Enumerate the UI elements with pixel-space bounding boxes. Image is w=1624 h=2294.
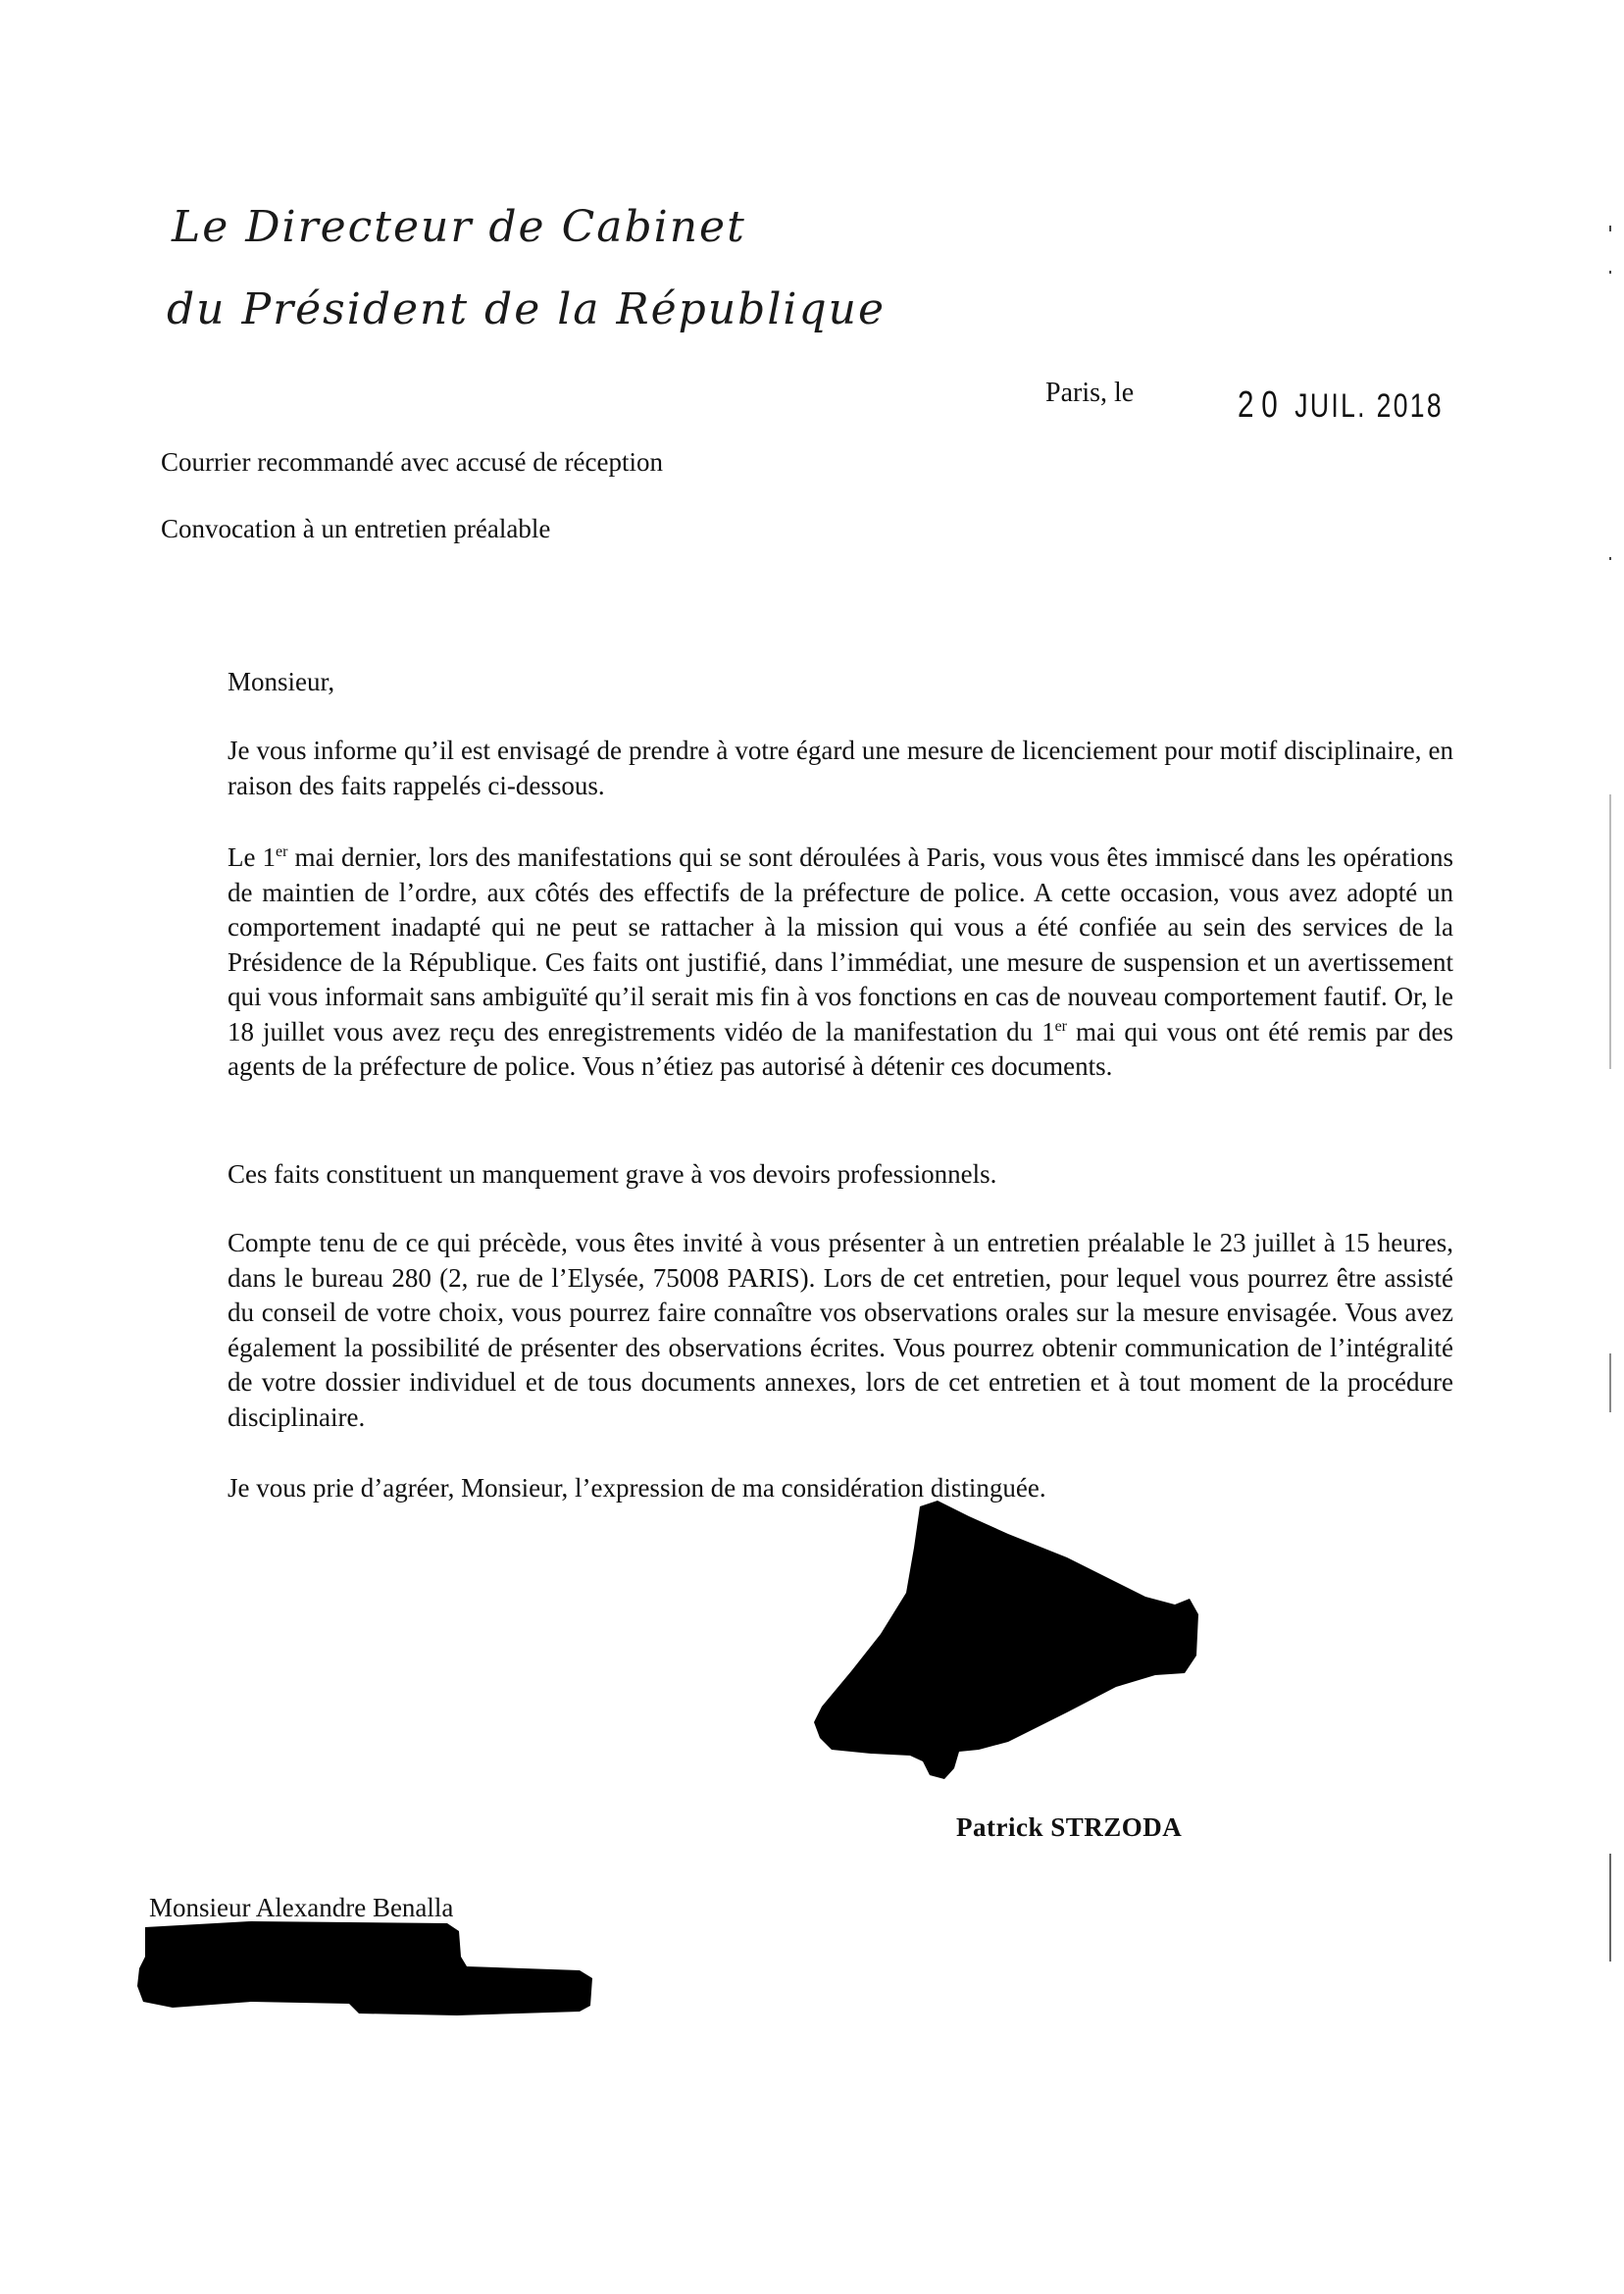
letterhead-line-2: du Président de la République — [167, 284, 887, 334]
paragraph-2 — [228, 841, 1453, 1085]
signer-name: Patrick STRZODA — [956, 1812, 1183, 1842]
paragraph-2-text-b: mai dernier, lors des manifestations qui se sont déroulées à Paris, vous vous êtes immiscé dans les opérations de maintien de l’ordre, aux côtés des effectifs de la préfecture de police. A cette occasion, vous avez adopté un comportement inadapté qui ne peut se rattacher à la mission qui vous a été confiée au sein des services de la Présidence de la République. Ces faits ont justifié, dans l’immédiat, une mesure de suspension et un avertissement qui vous informait sans ambiguïté qu’il serait mis fin à vos fonctions en cas de nouveau comportement fautif. Or, le 18 juillet vous avez reçu des enregistrements vidéo de la manifestation du 1 — [228, 842, 1453, 1046]
delivery-mention: Courrier recommandé avec accusé de réception — [161, 447, 663, 477]
salutation: Monsieur, — [228, 667, 335, 696]
date-stamp-day: 20 — [1238, 384, 1286, 426]
paragraph-1: Je vous informe qu’il est envisagé de prendre à votre égard une mesure de licenciement pour motif disciplinaire, en raison des faits rappelés ci-dessous. — [228, 736, 1453, 800]
place-label: Paris, le — [1045, 378, 1135, 408]
signature-redaction — [812, 1499, 1283, 1793]
recipient-name: Monsieur Alexandre Benalla — [149, 1893, 454, 1922]
closing-formula: Je vous prie d’agréer, Monsieur, l’expression de ma considération distinguée. — [228, 1473, 1046, 1503]
letterhead-line-1: Le Directeur de Cabinet — [172, 202, 746, 252]
redaction-blot — [814, 1501, 1198, 1779]
date-stamp-month: JUIL. — [1294, 387, 1367, 425]
address-redaction — [133, 1917, 604, 2025]
paragraph-4: Compte tenu de ce qui précède, vous êtes invité à vous présenter à un entretien préalable le 23 juillet à 15 heures, dans le bureau 280 (2, rue de l’Elysée, 75008 PARIS). Lors de cet entretien, pour lequel vous pourrez être assisté du conseil de votre choix, vous pourrez faire connaître vos observations orales sur la mesure envisagée. Vous avez également la possibilité de présenter des observations écrites. Vous pourrez obtenir communication de l’intégralité de votre dossier individuel et de tous documents annexes, lors de cet entretien et à tout moment de la procédure disciplinaire. — [228, 1228, 1453, 1432]
date-stamp — [1238, 384, 1444, 427]
paragraph-2-text-a: Le 1 — [228, 842, 276, 872]
redaction-blot — [137, 1921, 592, 2015]
letterhead — [167, 186, 886, 351]
paragraph-3: Ces faits constituent un manquement grave à vos devoirs professionnels. — [228, 1159, 997, 1189]
date-stamp-year: 2018 — [1376, 387, 1444, 425]
ordinal-superscript: er — [276, 843, 288, 860]
ordinal-superscript: er — [1054, 1017, 1068, 1035]
subject-line: Convocation à un entretien préalable — [161, 514, 551, 543]
scan-edge-marks — [1609, 206, 1611, 1971]
paragraph-2-text-c: mai qui vous ont été remis par des agents de la préfecture de police. Vous n’étiez pas autorisé à détenir ces documents. — [228, 1016, 1453, 1081]
